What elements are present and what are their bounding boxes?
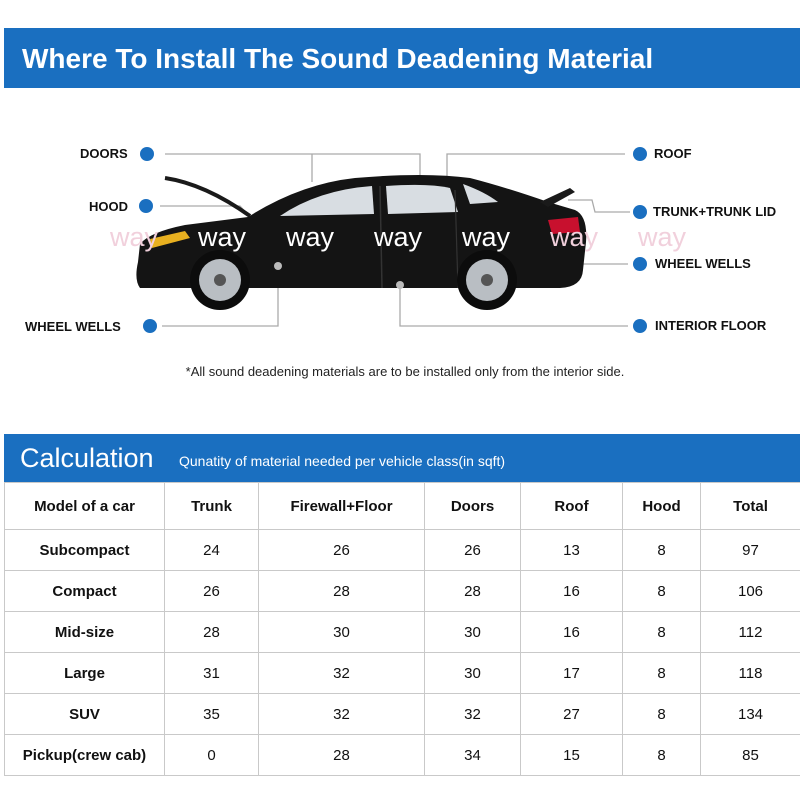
table-cell: 16: [521, 612, 623, 653]
table-cell: 8: [623, 735, 701, 776]
table-cell: 0: [165, 735, 259, 776]
open-hood: [165, 178, 250, 216]
table-cell: 28: [165, 612, 259, 653]
table-cell: 17: [521, 653, 623, 694]
table-cell: 24: [165, 530, 259, 571]
label-hood: HOOD: [89, 199, 128, 214]
table-cell: 27: [521, 694, 623, 735]
label-trunk: TRUNK+TRUNK LID: [653, 204, 777, 219]
table-cell: Pickup(crew cab): [5, 735, 165, 776]
column-header: Roof: [521, 483, 623, 530]
table-row: [5, 612, 800, 653]
table-cell: 28: [259, 571, 425, 612]
table-cell: 106: [701, 571, 800, 612]
watermark: way: [550, 222, 599, 252]
label-wheel-wells-left: WHEEL WELLS: [25, 319, 121, 334]
table-cell: 8: [623, 653, 701, 694]
table-cell: 28: [259, 735, 425, 776]
table-cell: 8: [623, 612, 701, 653]
calculation-banner: [4, 434, 800, 482]
label-roof: ROOF: [654, 146, 692, 161]
table-cell: Large: [5, 653, 165, 694]
column-header: Doors: [425, 483, 521, 530]
table-cell: 26: [425, 530, 521, 571]
table-header-row: [5, 483, 800, 530]
table-cell: 31: [165, 653, 259, 694]
marker-wheel-wells-right: [633, 257, 647, 271]
table-cell: 30: [259, 612, 425, 653]
table-row: [5, 571, 800, 612]
table-cell: 30: [425, 653, 521, 694]
calculation-subtitle: Qunatity of material needed per vehicle class(in sqft): [179, 453, 506, 469]
table-row: [5, 530, 800, 571]
table-cell: 32: [259, 694, 425, 735]
table-cell: 8: [623, 694, 701, 735]
marker-doors: [140, 147, 154, 161]
table-cell: 32: [425, 694, 521, 735]
marker-trunk: [633, 205, 647, 219]
table-cell: Subcompact: [5, 530, 165, 571]
table-cell: 15: [521, 735, 623, 776]
middle-window: [386, 185, 458, 214]
table-cell: 28: [425, 571, 521, 612]
watermark: way: [286, 222, 335, 252]
table-cell: 8: [623, 571, 701, 612]
table-cell: 8: [623, 530, 701, 571]
table-cell: 134: [701, 694, 800, 735]
column-header: Model of a car: [5, 483, 165, 530]
label-doors: DOORS: [80, 146, 128, 161]
calculation-title: Calculation: [20, 443, 154, 473]
watermark: way: [198, 222, 247, 252]
table-cell: SUV: [5, 694, 165, 735]
table-row: [5, 694, 800, 735]
marker-roof: [633, 147, 647, 161]
table-cell: 34: [425, 735, 521, 776]
column-header: Total: [701, 483, 800, 530]
table-row: [5, 735, 800, 776]
header-banner: [4, 28, 800, 88]
column-header: Trunk: [165, 483, 259, 530]
watermark: way: [110, 222, 159, 252]
table-cell: 35: [165, 694, 259, 735]
table-cell: 97: [701, 530, 800, 571]
install-note: *All sound deadening materials are to be installed only from the interior side.: [185, 364, 625, 379]
label-wheel-wells-right: WHEEL WELLS: [655, 256, 751, 271]
marker-hood: [139, 199, 153, 213]
table-cell: 32: [259, 653, 425, 694]
table-cell: 26: [165, 571, 259, 612]
label-interior-floor: INTERIOR FLOOR: [655, 318, 767, 333]
watermark: way: [374, 222, 423, 252]
table-cell: 16: [521, 571, 623, 612]
trunk-lid: [540, 188, 575, 207]
material-table: [4, 482, 800, 776]
table-cell: 26: [259, 530, 425, 571]
watermark: way: [462, 222, 511, 252]
table-cell: 118: [701, 653, 800, 694]
table-cell: 85: [701, 735, 800, 776]
table-cell: 112: [701, 612, 800, 653]
page-title: Where To Install The Sound Deadening Material: [22, 43, 654, 74]
table-row: [5, 653, 800, 694]
table-cell: Compact: [5, 571, 165, 612]
table-cell: 13: [521, 530, 623, 571]
marker-wheel-wells-left: [143, 319, 157, 333]
table-cell: Mid-size: [5, 612, 165, 653]
marker-interior-floor: [633, 319, 647, 333]
watermark: way: [638, 222, 687, 252]
column-header: Firewall+Floor: [259, 483, 425, 530]
table-cell: 30: [425, 612, 521, 653]
column-header: Hood: [623, 483, 701, 530]
